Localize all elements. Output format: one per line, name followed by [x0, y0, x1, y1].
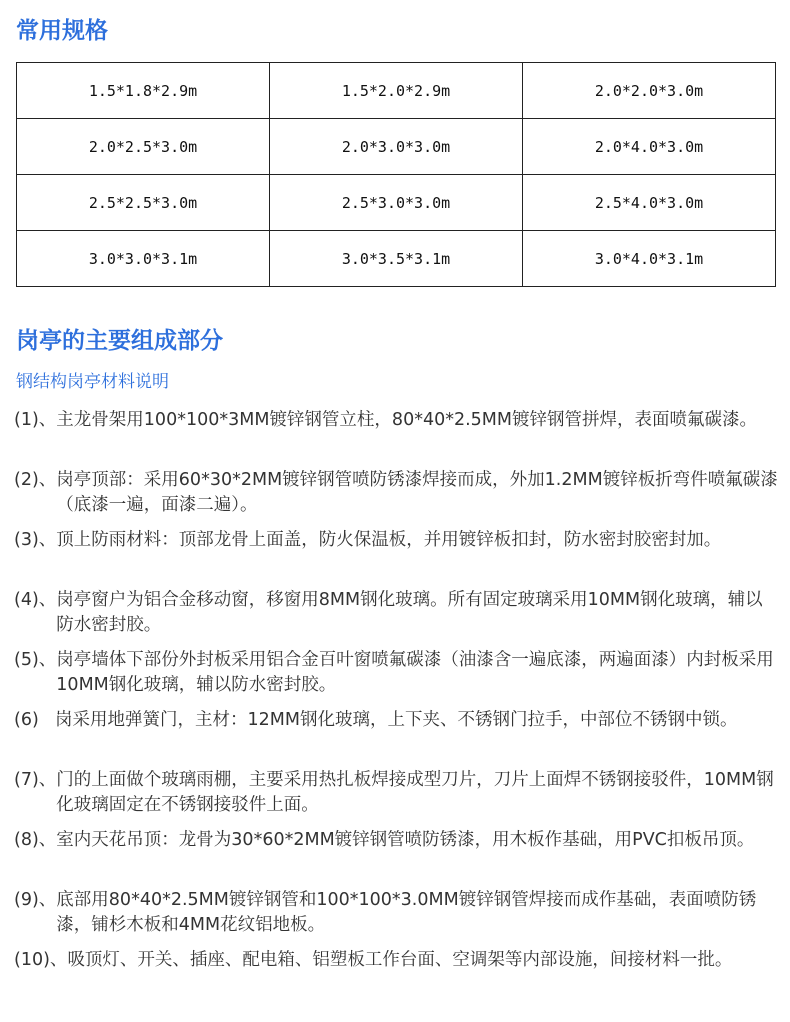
list-item	[14, 528, 780, 588]
materials-subtitle: 钢结构岗亭材料说明	[16, 372, 169, 392]
spec-cell: 3.0*4.0*3.1m	[523, 231, 776, 287]
item-text: 岗采用地弹簧门，主材：12MM钢化玻璃，上下夹、不锈钢门拉手，中部位不锈钢中锁。	[55, 710, 738, 730]
item-text: 底部用80*40*2.5MM镀锌钢管和100*100*3.0MM镀锌钢管焊接而成作基础，表面喷防锈漆，铺杉木板和4MM花纹铝地板。	[56, 890, 757, 935]
item-number: (6)	[14, 710, 39, 730]
spec-cell: 2.0*2.5*3.0m	[17, 119, 270, 175]
table-row	[17, 63, 776, 119]
spec-table	[16, 62, 776, 287]
spec-cell: 1.5*2.0*2.9m	[270, 63, 523, 119]
list-item	[14, 708, 780, 768]
list-item	[14, 588, 780, 648]
item-number: (3)、	[14, 530, 57, 550]
item-number: (10)、	[14, 950, 68, 970]
item-number: (4)、	[14, 590, 57, 610]
item-text: 顶上防雨材料：顶部龙骨上面盖，防火保温板，并用镀锌板扣封，防水密封胶密封加。	[56, 530, 722, 550]
materials-list	[14, 408, 780, 1008]
list-item	[14, 948, 780, 1008]
item-number: (2)、	[14, 470, 57, 490]
item-text: 主龙骨架用100*100*3MM镀锌钢管立柱，80*40*2.5MM镀锌钢管拼焊，表面喷氟碳漆。	[56, 410, 757, 430]
spec-cell: 3.0*3.0*3.1m	[17, 231, 270, 287]
item-text: 吸顶灯、开关、插座、配电箱、铝塑板工作台面、空调架等内部设施，间接材料一批。	[67, 950, 733, 970]
list-item	[14, 888, 780, 948]
table-row	[17, 175, 776, 231]
spec-cell: 2.0*2.0*3.0m	[523, 63, 776, 119]
spec-cell: 1.5*1.8*2.9m	[17, 63, 270, 119]
item-text: 门的上面做个玻璃雨棚，主要采用热扎板焊接成型刀片，刀片上面焊不锈钢接驳件，10MM钢化玻璃固定在不锈钢接驳件上面。	[56, 770, 774, 815]
spec-cell: 3.0*3.5*3.1m	[270, 231, 523, 287]
list-item	[14, 648, 780, 708]
item-number: (9)、	[14, 890, 57, 910]
list-item	[14, 468, 780, 528]
list-item	[14, 828, 780, 888]
item-text: 岗亭顶部：采用60*30*2MM镀锌钢管喷防锈漆焊接而成，外加1.2MM镀锌板折弯件喷氟碳漆（底漆一遍，面漆二遍）。	[56, 470, 778, 515]
item-text: 岗亭墙体下部份外封板采用铝合金百叶窗喷氟碳漆（油漆含一遍底漆，两遍面漆）内封板采用10MM钢化玻璃，辅以防水密封胶。	[56, 650, 774, 695]
spec-cell: 2.0*3.0*3.0m	[270, 119, 523, 175]
item-text: 岗亭窗户为铝合金移动窗，移窗用8MM钢化玻璃。所有固定玻璃采用10MM钢化玻璃，辅以防水密封胶。	[56, 590, 763, 635]
item-number: (7)、	[14, 770, 57, 790]
item-text: 室内天花吊顶：龙骨为30*60*2MM镀锌钢管喷防锈漆，用木板作基础，用PVC扣板吊顶。	[56, 830, 755, 850]
list-item	[14, 408, 780, 468]
list-item	[14, 768, 780, 828]
spec-cell: 2.5*3.0*3.0m	[270, 175, 523, 231]
table-row	[17, 231, 776, 287]
parts-section-title: 岗亭的主要组成部分	[16, 328, 223, 354]
spec-cell: 2.5*4.0*3.0m	[523, 175, 776, 231]
spec-cell: 2.0*4.0*3.0m	[523, 119, 776, 175]
item-number: (1)、	[14, 410, 57, 430]
spec-cell: 2.5*2.5*3.0m	[17, 175, 270, 231]
item-number: (5)、	[14, 650, 57, 670]
spec-section-title: 常用规格	[16, 18, 108, 44]
item-number: (8)、	[14, 830, 57, 850]
table-row	[17, 119, 776, 175]
